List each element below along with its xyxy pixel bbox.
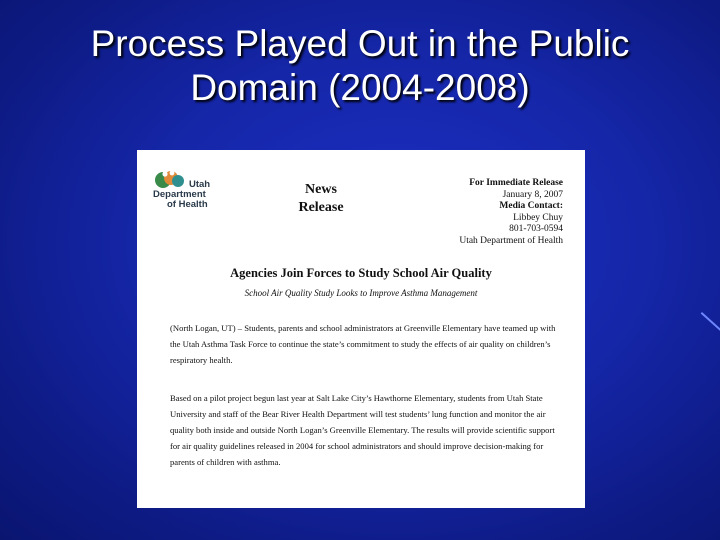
slide-title-line-1: Process Played Out in the Public (90, 23, 630, 64)
press-headline: Agencies Join Forces to Study School Air Quality (230, 266, 492, 280)
media-contact-label: Media Contact: (499, 201, 563, 211)
release-info-block (413, 178, 563, 247)
immediate-release-heading: For Immediate Release (469, 178, 563, 188)
press-subheadline: School Air Quality Study Looks to Improve Asthma Management (244, 288, 478, 298)
decorative-line (701, 312, 720, 334)
news-release-line-1: News (305, 182, 337, 197)
slide-title (0, 22, 720, 110)
press-release-document (137, 150, 585, 508)
logo-line-1: Utah (189, 179, 211, 190)
release-date: January 8, 2007 (502, 189, 563, 200)
logo-line-3: of Health (167, 199, 208, 210)
news-release-line-2: Release (298, 200, 344, 215)
body-paragraph-1: (North Logan, UT) – Students, parents and school administrators at Greenville Elementary have teamed up with the Utah Asthma Task Force to continue the state’s commitment to study the effects of air quality on children’s respiratory health. (170, 323, 556, 365)
logo-wordmark (153, 180, 237, 210)
contact-name: Libbey Chuy (513, 212, 563, 223)
news-release-label (285, 181, 357, 217)
utah-department-of-health-logo (153, 168, 223, 218)
slide-title-line-2: Domain (2004-2008) (190, 67, 530, 108)
contact-organization: Utah Department of Health (459, 235, 563, 246)
contact-phone: 801-703-0594 (509, 224, 563, 234)
body-paragraph-2: Based on a pilot project begun last year at Salt Lake City’s Hawthorne Elementary, students from Utah State University and staff of the Bear River Health Department will test students’ lung function and monitor the air quality both inside and outside North Logan’s Greenville Elementary. The results will provide scientific support for air quality guidelines released in 2004 for school administrators and should improve decision-making for parents of children with asthma. (170, 393, 555, 467)
logo-line-2: Department (153, 189, 206, 200)
